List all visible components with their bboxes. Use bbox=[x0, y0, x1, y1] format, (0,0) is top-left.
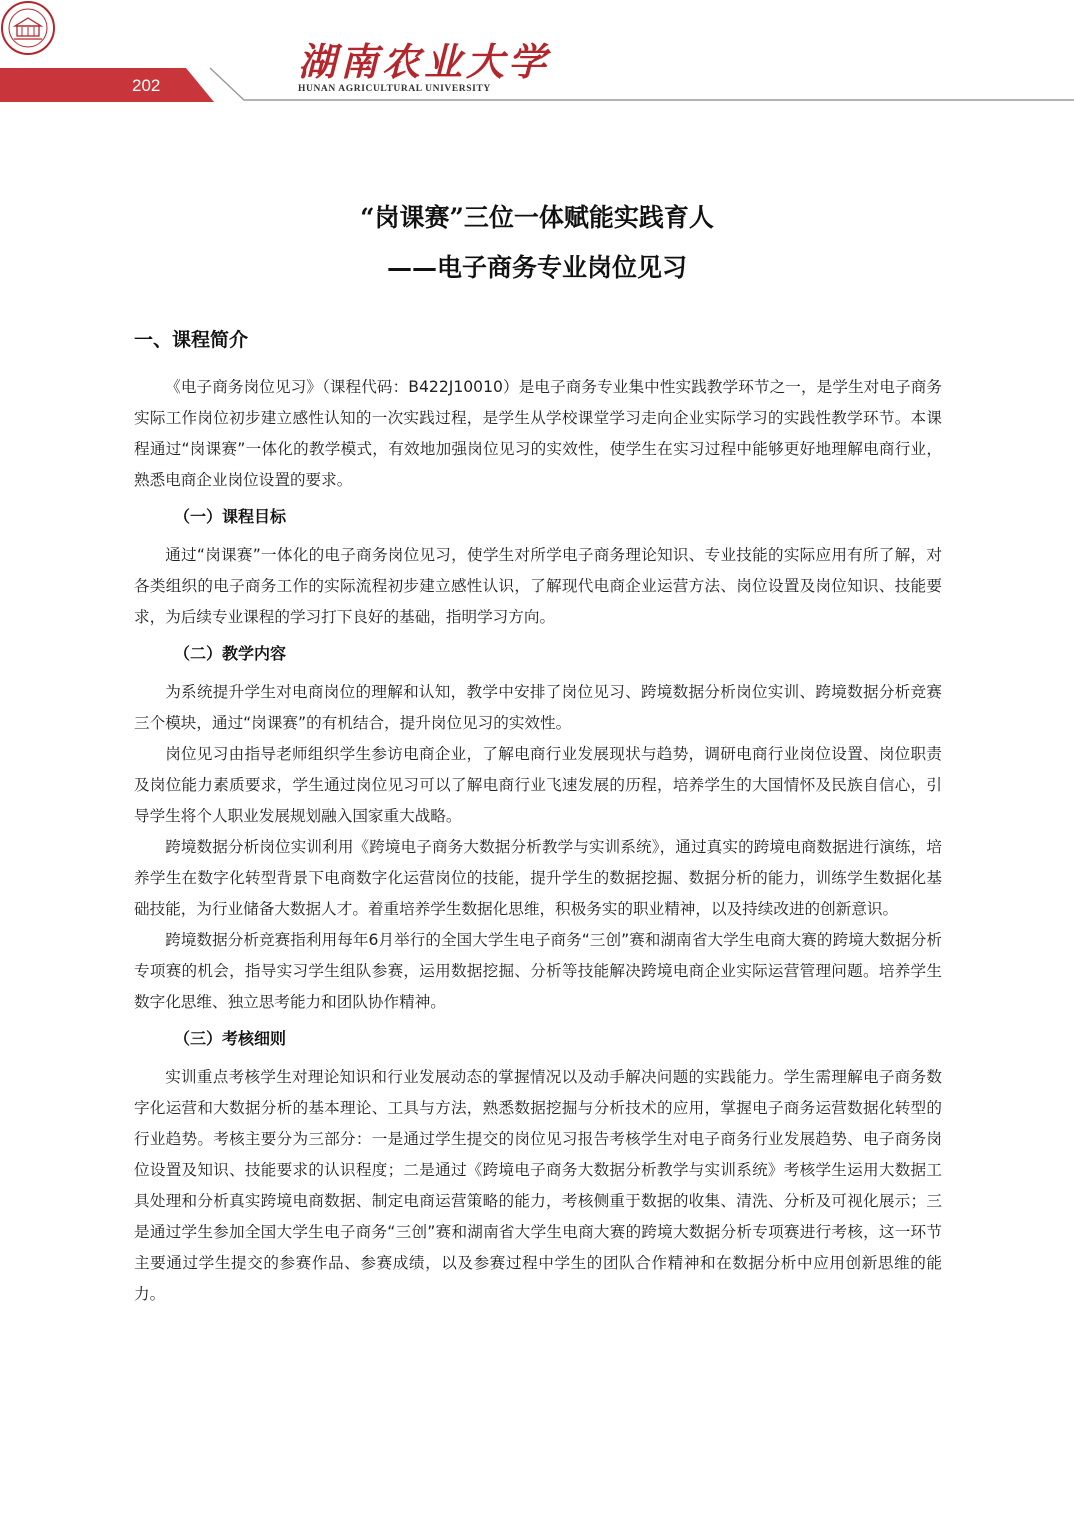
subsection-heading-content: （二）教学内容 bbox=[174, 644, 287, 663]
paragraph-goal: 通过“岗课赛”一体化的电子商务岗位见习，使学生对所学电子商务理论知识、专业技能的实际应用有所了解，对各类组织的电子商务工作的实际流程初步建立感性认识，了解现代电商企业运营方法、岗位设置及岗位知识、技能要求，为后续专业课程的学习打下良好的基础，指明学习方向。 bbox=[134, 546, 942, 626]
paragraph-assessment: 实训重点考核学生对理论知识和行业发展动态的掌握情况以及动手解决问题的实践能力。学生需理解电子商务数字化运营和大数据分析的基本理论、工具与方法，熟悉数据挖掘与分析技术的应用，掌握电子商务运营数据化转型的行业趋势。考核主要分为三部分：一是通过学生提交的岗位见习报告考核学生对电子商务行业发展趋势、电子商务岗位设置及知识、技能要求的认识程度；二是通过《跨境电子商务大数据分析教学与实训系统》考核学生运用大数据工具处理和分析真实跨境电商数据、制定电商运营策略的能力，考核侧重于数据的收集、清洗、分析及可视化展示；三是通过学生参加全国大学生电子商务“三创”赛和湖南省大学生电商大赛的跨境大数据分析专项赛进行考核，这一环节主要通过学生提交的参赛作品、参赛成绩，以及参赛过程中学生的团队合作精神和在数据分析中应用创新思维的能力。 bbox=[134, 1068, 942, 1303]
section-heading-intro: 一、课程简介 bbox=[134, 329, 249, 351]
page-header bbox=[0, 0, 1074, 110]
document-subtitle: ——电子商务专业岗位见习 bbox=[386, 253, 687, 282]
subsection-heading-goal: （一）课程目标 bbox=[174, 507, 287, 526]
document-body bbox=[134, 322, 942, 1310]
university-seal-icon bbox=[0, 0, 56, 56]
paragraph-content-2: 岗位见习由指导老师组织学生参访电商企业，了解电商行业发展现状与趋势，调研电商行业岗位设置、岗位职责及岗位能力素质要求，学生通过岗位见习可以了解电商行业飞速发展的历程，培养学生的大国情怀及民族自信心，引导学生将个人职业发展规划融入国家重大战略。 bbox=[134, 745, 942, 825]
university-logo-english: HUNAN AGRICULTURAL UNIVERSITY bbox=[298, 84, 491, 94]
page-number: 202 bbox=[132, 76, 161, 95]
subsection-heading-assessment: （三）考核细则 bbox=[174, 1029, 287, 1048]
paragraph-content-4: 跨境数据分析竞赛指利用每年6月举行的全国大学生电子商务“三创”赛和湖南省大学生电商大赛的跨境大数据分析专项赛的机会，指导实习学生组队参赛，运用数据挖掘、分析等技能解决跨境电商企业实际运营管理问题。培养学生数字化思维、独立思考能力和团队协作精神。 bbox=[134, 931, 942, 1011]
paragraph-intro: 《电子商务岗位见习》（课程代码：B422J10010）是电子商务专业集中性实践教学环节之一，是学生对电子商务实际工作岗位初步建立感性认知的一次实践过程，是学生从学校课堂学习走向企业实际学习的实践性教学环节。本课程通过“岗课赛”一体化的教学模式，有效地加强岗位见习的实效性，使学生在实习过程中能够更好地理解电商行业，熟悉电商企业岗位设置的要求。 bbox=[134, 378, 942, 489]
university-logo-chinese: 湖南农业大学 bbox=[298, 39, 551, 84]
paragraph-content-1: 为系统提升学生对电商岗位的理解和认知，教学中安排了岗位见习、跨境数据分析岗位实训、跨境数据分析竞赛三个模块，通过“岗课赛”的有机结合，提升岗位见习的实效性。 bbox=[134, 683, 942, 732]
page-number-band bbox=[0, 68, 214, 102]
paragraph-content-3: 跨境数据分析岗位实训利用《跨境电子商务大数据分析教学与实训系统》，通过真实的跨境电商数据进行演练，培养学生在数字化转型背景下电商数字化运营岗位的技能，提升学生的数据挖掘、数据分析的能力，训练学生数据化基础技能，为行业储备大数据人才。着重培养学生数据化思维，积极务实的职业精神，以及持续改进的创新意识。 bbox=[134, 838, 942, 918]
document-title: “岗课赛”三位一体赋能实践育人 bbox=[360, 203, 714, 232]
